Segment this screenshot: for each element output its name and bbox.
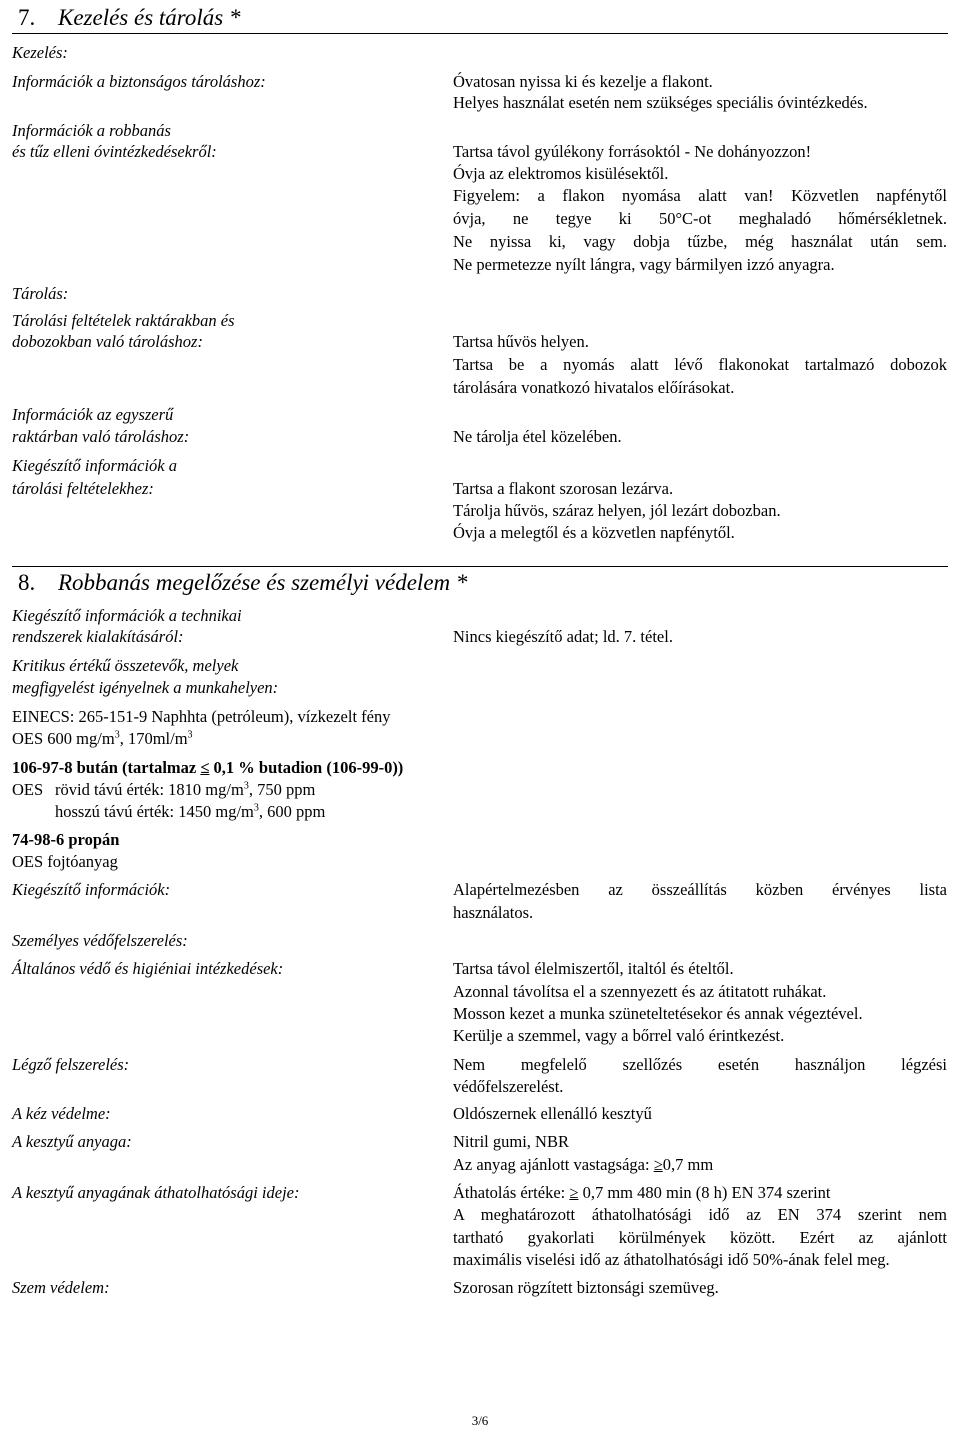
extra-storage-label: tárolási feltételekhez: <box>12 479 154 498</box>
short-term-line: rövid távú érték: 1810 $mg/m^3$, 750 ppm <box>55 780 316 799</box>
glove-material-value: Nitril gumi, NBR <box>453 1132 569 1151</box>
fire-line: Ne permetezze nyílt lángra, vagy bármilyen izzó anyagra. <box>453 255 835 274</box>
hygiene-line: Tartsa távol élelmiszertől, italtól és ételtől. <box>453 959 734 978</box>
fire-line: Óvja az elektromos kisülésektől. <box>453 164 669 183</box>
additional-value: használatos. <box>453 903 534 922</box>
propane-oes-line: OES fojtóanyag <box>12 852 118 871</box>
warehouse-line: tárolására vonatkozó hivatalos előírásokat. <box>453 378 735 397</box>
ppe-label: Személyes védőfelszerelés: <box>12 931 188 950</box>
propane-line: 74-98-6 propán <box>12 830 120 849</box>
fire-line: óvja, ne tegye ki 50°C-ot meghaladó hőmérsékletnek. <box>453 209 947 228</box>
storage-heading: Tárolás: <box>12 284 69 303</box>
section-8-header <box>12 566 948 598</box>
extra-storage-line: Tartsa a flakont szorosan lezárva. <box>453 479 674 498</box>
breakthrough-text: A meghatározott áthatolhatósági idő az EN 374 szerint nem <box>453 1205 947 1224</box>
butane-line: 106-97-8 bután (tartalmaz ≤ 0,1 % butadion (106-99-0)) <box>12 758 404 777</box>
oes-naphtha-line: OES 600 $mg/m^3$, $170ml/m^3$ <box>12 729 193 748</box>
tech-label: Kiegészítő információk a technikai <box>12 606 242 625</box>
eye-protection-label: Szem védelem: <box>12 1278 110 1297</box>
common-storage-label: Információk az egyszerű <box>12 405 174 424</box>
hygiene-label: Általános védő és higiéniai intézkedések: <box>12 959 284 978</box>
extra-storage-line: Tárolja hűvös, száraz helyen, jól lezárt dobozban. <box>453 501 781 520</box>
page-number: 3/6 <box>471 1413 489 1428</box>
hygiene-line: Azonnal távolítsa el a szennyezett és az átitatott ruhákat. <box>453 982 827 1001</box>
safe-storage-line: Helyes használat esetén nem szükséges speciális óvintézkedés. <box>453 93 868 112</box>
hygiene-line: Kerülje a szemmel, vagy a bőrrel való érintkezést. <box>453 1026 785 1045</box>
common-storage-label: raktárban való tároláshoz: <box>12 427 190 446</box>
extra-storage-line: Óvja a melegtől és a közvetlen napfénytől. <box>453 523 735 542</box>
breakthrough-text: tartható gyakorlati körülmények között. Ezért az ajánlott <box>453 1228 947 1247</box>
breakthrough-text: maximális viselési idő az áthatolhatósági idő 50%-ának felel meg. <box>453 1250 890 1269</box>
section-number: 8. <box>18 570 36 595</box>
warehouse-label: Tárolási feltételek raktárakban és <box>12 311 235 330</box>
respiratory-value: védőfelszerelést. <box>453 1077 564 1096</box>
einecs-line: EINECS: 265-151-9 Naphhta (petróleum), vízkezelt fény <box>12 707 391 726</box>
glove-material-label: A kesztyű anyaga: <box>12 1132 132 1151</box>
critical-label: megfigyelést igényelnek a munkahelyen: <box>12 678 279 697</box>
tech-value: Nincs kiegészítő adat; ld. 7. tétel. <box>453 627 673 646</box>
warehouse-label: dobozokban való tároláshoz: <box>12 332 203 351</box>
critical-label: Kritikus értékű összetevők, melyek <box>12 656 239 675</box>
oes-label: OES <box>12 780 44 799</box>
section-title: Kezelés és tárolás * <box>58 5 241 30</box>
extra-storage-label: Kiegészítő információk a <box>12 456 177 475</box>
additional-label: Kiegészítő információk: <box>12 880 171 899</box>
section-7-header <box>12 2 948 34</box>
fire-line: Figyelem: a flakon nyomása alatt van! Közvetlen napfénytől <box>453 186 947 205</box>
hand-protection-label: A kéz védelme: <box>12 1104 111 1123</box>
section-number: 7. <box>18 5 36 30</box>
handling-heading: Kezelés: <box>12 43 68 62</box>
warehouse-line: Tartsa hűvös helyen. <box>453 332 589 351</box>
respiratory-value: Nem megfelelő szellőzés esetén használjon légzési <box>453 1055 947 1074</box>
fire-line: Ne nyissa ki, vagy dobja tűzbe, még használat után sem. <box>453 232 947 251</box>
fire-line: Tartsa távol gyúlékony forrásoktól - Ne dohányozzon! <box>453 142 812 161</box>
safe-storage-label: Információk a biztonságos tároláshoz: <box>12 72 266 91</box>
fire-label: és tűz elleni óvintézkedésekről: <box>12 142 217 161</box>
hand-protection-value: Oldószernek ellenálló kesztyű <box>453 1104 652 1123</box>
thickness-line: Az anyag ajánlott vastagsága: ≥0,7 mm <box>453 1155 714 1174</box>
breakthrough-label: A kesztyű anyagának áthatolhatósági ideje: <box>12 1183 300 1202</box>
fire-label: Információk a robbanás <box>12 121 171 140</box>
respiratory-label: Légző felszerelés: <box>12 1055 130 1074</box>
safe-storage-line: Óvatosan nyissa ki és kezelje a flakont. <box>453 72 713 91</box>
additional-value: Alapértelmezésben az összeállítás közben érvényes lista <box>453 880 947 899</box>
common-storage-line: Ne tárolja étel közelében. <box>453 427 622 446</box>
section-title: Robbanás megelőzése és személyi védelem * <box>58 570 468 595</box>
hygiene-line: Mosson kezet a munka szüneteltetésekor és annak végeztével. <box>453 1004 863 1023</box>
eye-protection-value: Szorosan rögzített biztonsági szemüveg. <box>453 1278 719 1297</box>
warehouse-line: Tartsa be a nyomás alatt lévő flakonokat tartalmazó dobozok <box>453 355 947 374</box>
long-term-line: hosszú távú érték: 1450 $mg/m^3$, 600 ppm <box>55 802 326 821</box>
tech-label: rendszerek kialakításáról: <box>12 627 184 646</box>
breakthrough-line: Áthatolás értéke: ≥ 0,7 mm 480 min (8 h) EN 374 szerint <box>453 1183 831 1202</box>
